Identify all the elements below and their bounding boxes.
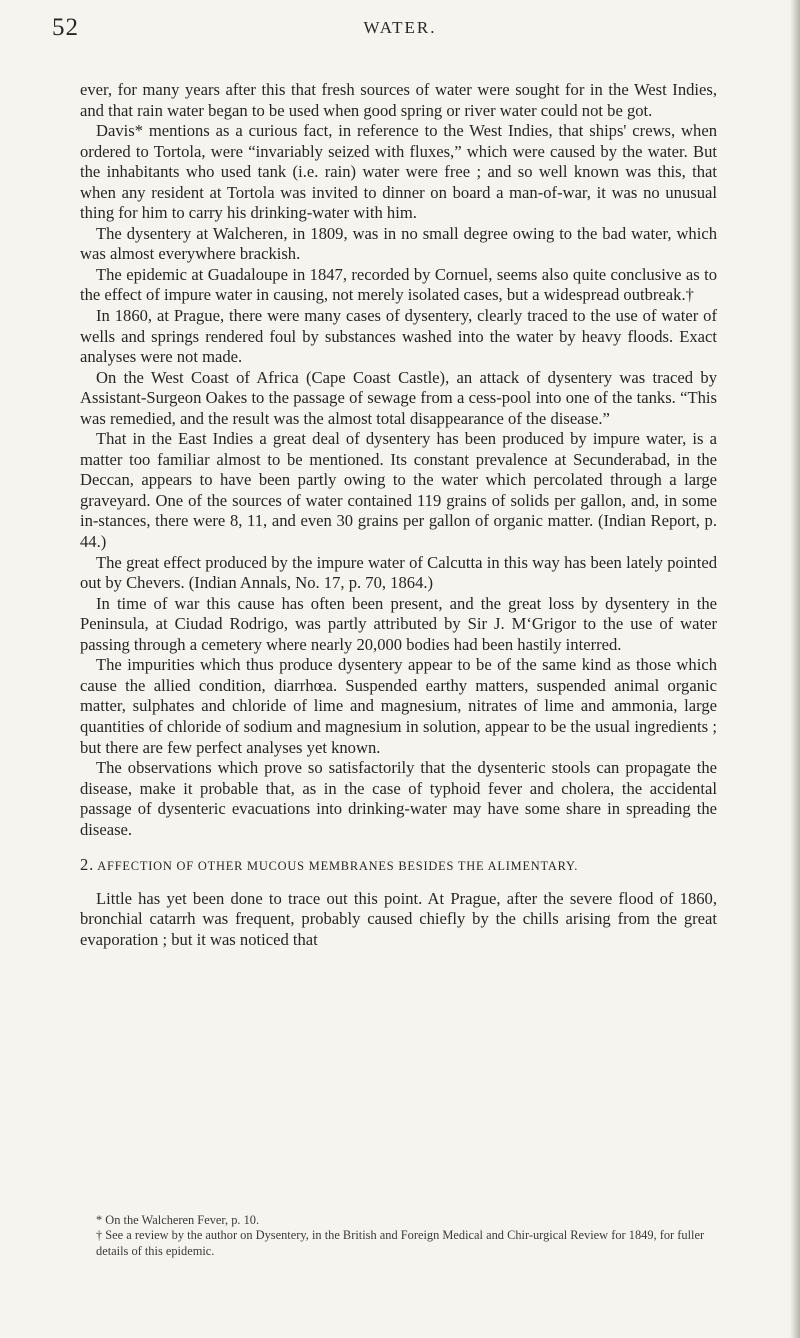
paragraph: ever, for many years after this that fresh sources of water were sought for in the West Indies, and that rain water began to be used when good spring or river water could not be got. (80, 80, 717, 120)
paragraph: In 1860, at Prague, there were many cases of dysentery, clearly traced to the use of water of wells and springs rendered foul by substances washed into the water by heavy floods. Exact analyses were not made. (80, 306, 717, 367)
paragraph: Davis* mentions as a curious fact, in reference to the West Indies, that ships' crews, when ordered to Tortola, were “invariably seized with fluxes,” which were caused by the water. But the inhabitants who used tank (i.e. rain) water were free ; and so well known was this, that when any resident at Tortola was invited to dinner on board a man-of-war, it was no unusual thing for him to carry his drinking-water with him. (80, 121, 717, 223)
paragraph: The impurities which thus produce dysentery appear to be of the same kind as those which cause the allied condition, diarrhœa. Suspended earthy matters, suspended animal organic matter, sulphates and chloride of lime and magnesium, nitrates of lime and ammonia, large quantities of chloride of sodium and magnesium in solution, appear to be the usual ingredients ; but there are few perfect analyses yet known. (80, 655, 717, 757)
paragraph: The observations which prove so satisfactorily that the dysenteric stools can propagate the disease, make it probable that, as in the case of typhoid fever and cholera, the accidental passage of dysenteric evacuations into drinking-water may have some share in spreading the disease. (80, 758, 717, 839)
running-head: WATER. (363, 18, 437, 37)
page-edge-shadow (790, 0, 800, 1338)
page-number: 52 (52, 14, 79, 41)
paragraph: The dysentery at Walcheren, in 1809, was in no small degree owing to the bad water, which was almost everywhere brackish. (80, 223, 717, 264)
section-number: 2. (80, 855, 95, 875)
section-title: AFFECTION OF OTHER MUCOUS MEMBRANES BESIDES THE ALIMENTARY. (97, 859, 579, 874)
body-text (80, 80, 717, 950)
paragraph: The great effect produced by the impure water of Calcutta in this way has been lately pointed out by Chevers. (Indian Annals, No. 17, p. 70, 1864.) (80, 552, 717, 593)
paragraph: On the West Coast of Africa (Cape Coast Castle), an attack of dysentery was traced by Assistant-Surgeon Oakes to the passage of sewage from a cess-pool into one of the tanks. “This was remedied, and the result was the almost total disappearance of the disease.” (80, 367, 717, 428)
footnote: * On the Walcheren Fever, p. 10. (96, 1213, 260, 1227)
section-heading (80, 855, 717, 877)
paragraph: In time of war this cause has often been present, and the great loss by dysentery in the Peninsula, at Ciudad Rodrigo, was partly attributed by Sir J. M‘Grigor to the use of water passing through a cemetery where nearly 20,000 bodies had been hastily interred. (80, 593, 717, 654)
paragraph: That in the East Indies a great deal of dysentery has been produced by impure water, is a matter too familiar almost to be mentioned. Its constant prevalence at Secunderabad, in the Deccan, appears to have been partly owing to the water which percolated through a large graveyard. One of the sources of water contained 119 grains of solids per gallon, and, in some in-stances, there were 8, 11, and even 30 grains per gallon of organic matter. (Indian Report, p. 44.) (80, 429, 717, 552)
footnotes (80, 1213, 717, 1259)
footnote: † See a review by the author on Dysentery, in the British and Foreign Medical and Chir-urgical Review for 1849, for fuller details of this epidemic. (96, 1228, 705, 1258)
section-paragraph: Little has yet been done to trace out this point. At Prague, after the severe flood of 1860, bronchial catarrh was frequent, probably caused chiefly by the chills arising from the great evaporation ; but it was noticed that (80, 888, 717, 949)
paragraph: The epidemic at Guadaloupe in 1847, recorded by Cornuel, seems also quite conclusive as to the effect of impure water in causing, not merely isolated cases, but a widespread outbreak.† (80, 264, 717, 305)
